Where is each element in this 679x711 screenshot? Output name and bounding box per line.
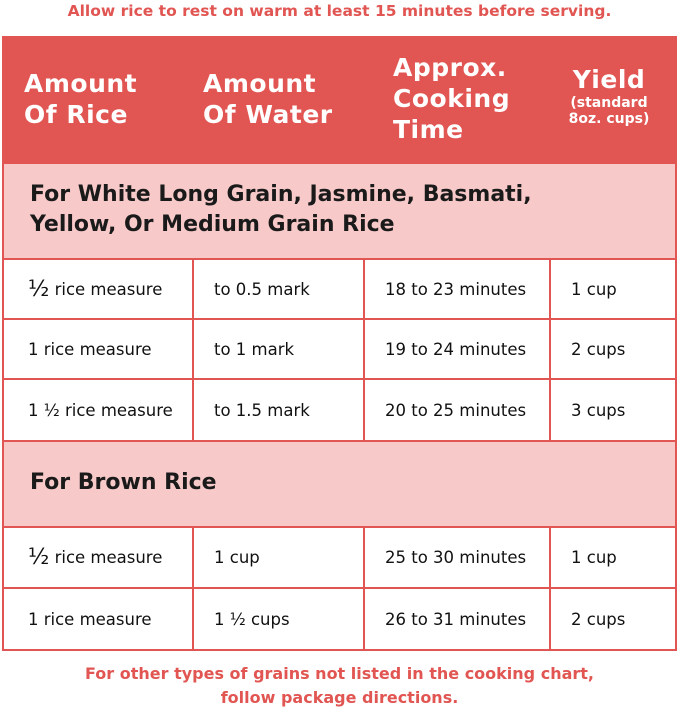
rice-fraction: ½ xyxy=(28,545,50,570)
table-cell-rice xyxy=(4,260,192,318)
table-cell-time: 26 to 31 minutes xyxy=(365,589,549,649)
header-water-line-1: Amount xyxy=(203,69,317,98)
table-cell-water: to 1 mark xyxy=(194,320,363,378)
table-cell-time: 25 to 30 minutes xyxy=(365,528,549,587)
header-rice-line-2: Of Rice xyxy=(24,100,128,129)
table-cell-rice: 1 rice measure xyxy=(4,589,192,649)
bottom-note xyxy=(0,662,679,710)
table-cell-rice: 1 ½ rice measure xyxy=(4,380,192,440)
rice-amount: rice measure xyxy=(49,548,163,567)
table-cell-time: 18 to 23 minutes xyxy=(365,260,549,318)
section-white-rice-line-2: Yellow, Or Medium Grain Rice xyxy=(30,212,395,237)
rice-amount: rice measure xyxy=(49,279,163,299)
table-cell-yield: 2 cups xyxy=(551,320,675,378)
section-white-rice-line-1: For White Long Grain, Jasmine, Basmati, xyxy=(30,182,532,207)
header-amount-of-water xyxy=(203,36,383,162)
table-cell-time: 19 to 24 minutes xyxy=(365,320,549,378)
header-amount-of-rice xyxy=(24,36,194,162)
bottom-note-line-1: For other types of grains not listed in the cooking chart, xyxy=(84,664,594,683)
table-cell-yield: 1 cup xyxy=(551,260,675,318)
table-cell-yield: 2 cups xyxy=(551,589,675,649)
header-time-line-1: Approx. xyxy=(393,53,507,82)
table-cell-rice: 1 rice measure xyxy=(4,320,192,378)
table-cell-water: 1 cup xyxy=(194,528,363,587)
table-cell-water: to 0.5 mark xyxy=(194,260,363,318)
table-cell-water: to 1.5 mark xyxy=(194,380,363,440)
header-yield-sub-2: 8oz. cups) xyxy=(568,111,650,127)
header-yield-title: Yield xyxy=(572,65,646,94)
header-yield-sub-1: (standard xyxy=(570,95,648,111)
section-title-white-rice xyxy=(4,164,675,258)
section-brown-rice-line-1: For Brown Rice xyxy=(30,470,217,495)
header-time-line-3: Time xyxy=(393,115,464,144)
table-cell-yield: 3 cups xyxy=(551,380,675,440)
header-rice-line-1: Amount xyxy=(24,69,138,98)
table-cell-water: 1 ½ cups xyxy=(194,589,363,649)
table-cell-time: 20 to 25 minutes xyxy=(365,380,549,440)
section-title-brown-rice xyxy=(4,442,675,526)
bottom-note-line-2: follow package directions. xyxy=(220,688,459,707)
rice-fraction: ½ xyxy=(28,276,50,302)
top-note: Allow rice to rest on warm at least 15 minutes before serving. xyxy=(67,2,612,20)
table-cell-yield: 1 cup xyxy=(551,528,675,587)
header-water-line-2: Of Water xyxy=(203,100,333,129)
header-time-line-2: Cooking xyxy=(393,84,511,113)
header-yield xyxy=(563,36,673,162)
cooking-chart xyxy=(2,36,677,651)
table-cell-rice xyxy=(4,528,192,587)
header-cooking-time xyxy=(393,36,563,162)
